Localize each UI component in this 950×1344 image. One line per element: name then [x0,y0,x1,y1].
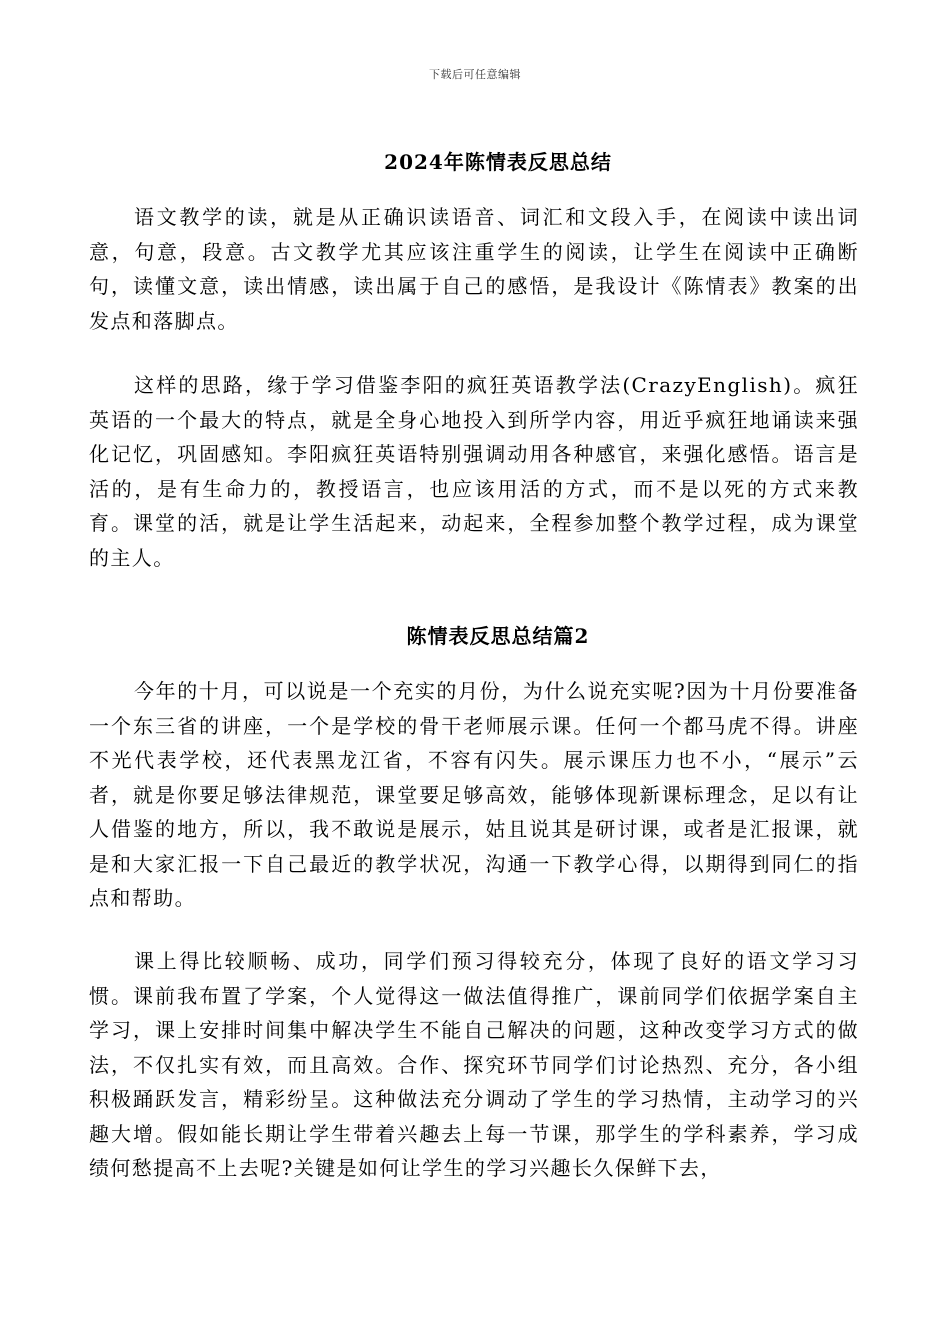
paragraph: 今年的十月，可以说是一个充实的月份，为什么说充实呢?因为十月份要准备一个东三省的讲座，一个是学校的骨干老师展示课。任何一个都马虎不得。讲座不光代表学校，还代表黑龙江省，不容有闪失。展示课压力也不小，“展示”云者，就是你要足够法律规范，课堂要足够高效，能够体现新课标理念，足以有让人借鉴的地方，所以，我不敢说是展示，姑且说其是研讨课，或者是汇报课，就是和大家汇报一下自己最近的教学状况，沟通一下教学心得，以期得到同仁的指点和帮助。 [89,679,859,910]
section-title: 陈情表反思总结篇2 [406,624,590,648]
header-note: 下载后可任意编辑 [429,68,521,81]
paragraph: 课上得比较顺畅、成功，同学们预习得较充分，体现了良好的语文学习习惯。课前我布置了学案，个人觉得这一做法值得推广，课前同学们依据学案自主学习，课上安排时间集中解决学生不能自己解决的问题，这种改变学习方式的做法，不仅扎实有效，而且高效。合作、探究环节同学们讨论热烈、充分，各小组积极踊跃发言，精彩纷呈。这种做法充分调动了学生的学习热情，主动学习的兴趣大增。假如能长期让学生带着兴趣去上每一节课，那学生的学科素养，学习成绩何愁提高不上去呢?关键是如何让学生的学习兴趣长久保鲜下去， [89,949,859,1180]
document-title: 2024年陈情表反思总结 [384,150,612,174]
paragraph: 语文教学的读，就是从正确识读语音、词汇和文段入手，在阅读中读出词意，句意，段意。古文教学尤其应该注重学生的阅读，让学生在阅读中正确断句，读懂文意，读出情感，读出属于自己的感悟，是我设计《陈情表》教案的出发点和落脚点。 [89,205,859,333]
paragraph: 这样的思路，缘于学习借鉴李阳的疯狂英语教学法(CrazyEnglish)。疯狂英语的一个最大的特点，就是全身心地投入到所学内容，用近乎疯狂地诵读来强化记忆，巩固感知。李阳疯狂英语特别强调动用各种感官，来强化感悟。语言是活的，是有生命力的，教授语言，也应该用活的方式，而不是以死的方式来教育。课堂的活，就是让学生活起来，动起来，全程参加整个教学过程，成为课堂的主人。 [89,373,859,570]
